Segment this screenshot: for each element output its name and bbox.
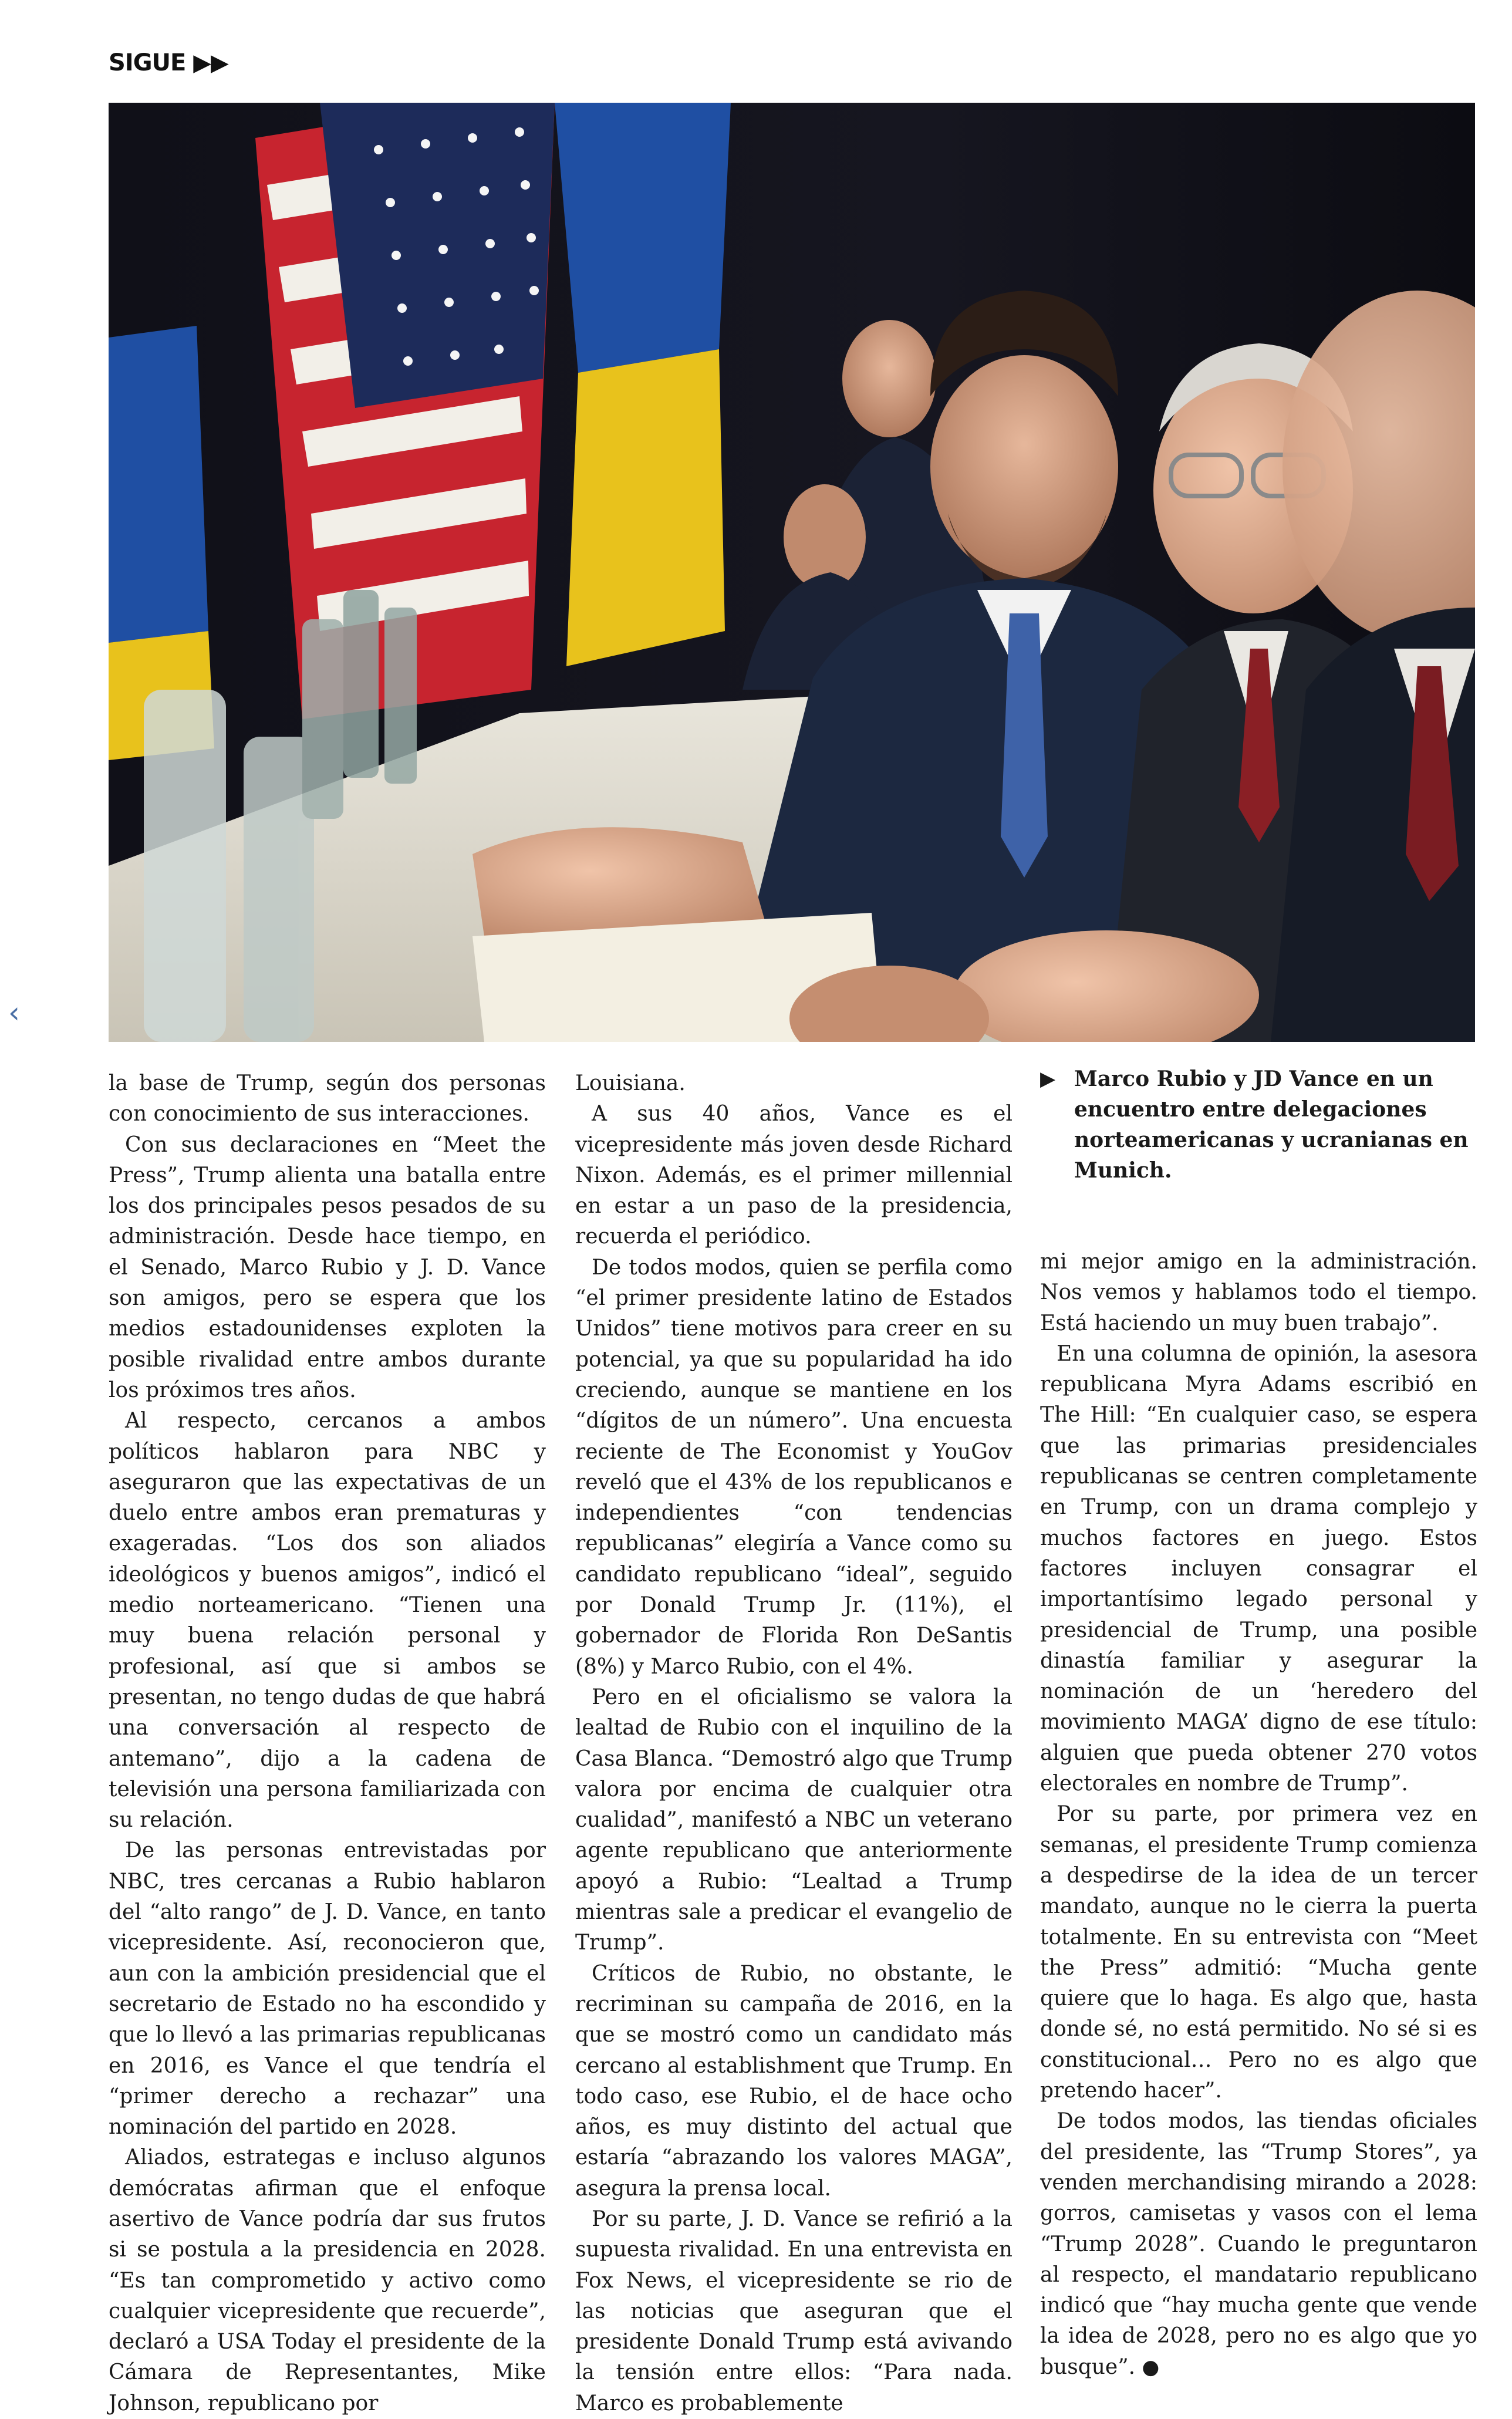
news-photo [109, 103, 1475, 1042]
photo-illustration [109, 103, 1475, 1042]
section-label: SIGUE ▶▶ [109, 49, 228, 76]
article-column-1 [109, 1068, 546, 2415]
paragraph: Pero en el oficialismo se valora la lealtad de Rubio con el inquilino de la Casa Blanca. “Demostró algo que Trump valora por encima de cualquier otra cualidad”, manifestó a NBC un veterano agente republicano que anteriormente apoyó a Rubio: “Lealtad a Trump mientras sale a predicar el evangelio de Trump”. [575, 1685, 1013, 1955]
paragraph: En una columna de opinión, la asesora republicana Myra Adams escribió en The Hill: “En cualquier caso, se espera que las primarias presidenciales republicanas se centren completamente en Trump, con un drama complejo y muchos factores en juego. Estos factores incluyen consagrar el importantísimo legado personal y presidencial de Trump, una posible dinastía familiar y asegurar la nominación de un ‘heredero del movimiento MAGA’ digno de ese título: alguien que pueda obtener 270 votos electorales en nombre de Trump”. [1040, 1341, 1477, 1796]
photo-caption: Marco Rubio y JD Vance en un encuentro entre delegaciones norteamericanas y ucranianas en Munich. [1074, 1067, 1469, 1183]
chevron-left-icon[interactable]: ‹ [8, 996, 20, 1030]
end-mark-icon: ● [1142, 2355, 1160, 2379]
paragraph: Al respecto, cercanos a ambos políticos hablaron para NBC y aseguraron que las expectativas de un duelo entre ambos eran prematuras y exageradas. “Los dos son aliados ideológicos y buenos amigos”, indicó el medio norteamericano. “Tienen una muy buena relación personal y profesional, así que si ambos se presentan, no tengo dudas de que habrá una conversación al respecto de antemano”, dijo a la cadena de televisión una persona familiarizada con su relación. [109, 1409, 546, 1833]
article-column-2 [575, 1068, 1013, 2415]
paragraph [1040, 2106, 1477, 2383]
paragraph: la base de Trump, según dos personas con conocimiento de sus interacciones. [109, 1071, 546, 1126]
paragraph: A sus 40 años, Vance es el vicepresidente más joven desde Richard Nixon. Además, es el primer millennial en estar a un paso de la presidencia, recuerda el periódico. [575, 1102, 1013, 1249]
paragraph: De todos modos, quien se perfila como “el primer presidente latino de Estados Unidos” tiene motivos para creer en su potencial, ya que su popularidad ha ido creciendo, aunque se mantiene en los “dígitos de un número”. Una encuesta reciente de The Economist y YouGov reveló que el 43% de los republicanos e independientes “con tendencias republicanas” elegiría a Vance como su candidato republicano “ideal”, seguido por Donald Trump Jr. (11%), el gobernador de Florida Ron DeSantis (8%) y Marco Rubio, con el 4%. [575, 1255, 1013, 1679]
paragraph-text: De todos modos, las tiendas oficiales del presidente, las “Trump Stores”, ya venden merchandising mirando a 2028: gorros, camisetas y vasos con el lema “Trump 2028”. Cuando le preguntaron al respecto, el mandatario republicano indicó que “hay mucha gente que vende la idea de 2028, pero no es algo que yo busque”. [1040, 2109, 1477, 2379]
paragraph: Por su parte, por primera vez en semanas, el presidente Trump comienza a despedirse de la idea de un tercer mandato, aunque no le cierra la puerta totalmente. En su entrevista con “Meet the Press” admitió: “Mucha gente quiere que lo haga. Es algo que, hasta donde sé, no está permitido. No sé si es constitucional… Pero no es algo que pretendo hacer”. [1040, 1802, 1477, 2103]
article-column-3 [1040, 1247, 1477, 2379]
paragraph: Por su parte, J. D. Vance se refirió a la supuesta rivalidad. En una entrevista en Fox News, el vicepresidente se rio de las noticias que aseguran que el presidente Donald Trump está avivando la tensión entre ellos: “Para nada. Marco es probablemente [575, 2207, 1013, 2415]
paragraph: De las personas entrevistadas por NBC, tres cercanas a Rubio hablaron del “alto rango” de J. D. Vance, en tanto vicepresidente. Así, reconocieron que, aun con la ambición presidencial que el secretario de Estado no ha escondido y que lo llevó a las primarias republicanas en 2016, es Vance el que tendría el “primer derecho a rechazar” una nominación del partido en 2028. [109, 1838, 546, 2140]
paragraph: Con sus declaraciones en “Meet the Press”, Trump alienta una batalla entre los dos principales pesos pesados de su administración. Desde hace tiempo, en el Senado, Marco Rubio y J. D. Vance son amigos, pero se espera que los medios estadounidenses exploten la posible rivalidad entre ambos durante los próximos tres años. [109, 1132, 546, 1402]
paragraph: Louisiana. [575, 1071, 686, 1095]
paragraph: Aliados, estrategas e incluso algunos demócratas afirman que el enfoque asertivo de Vance podría dar sus frutos si se postula a la presidencia en 2028. “Es tan comprometido y activo como cualquier vicepresidente que recuerde”, declaró a USA Today el presidente de la Cámara de Representantes, Mike Johnson, republicano por [109, 2145, 546, 2415]
paragraph: mi mejor amigo en la administración. Nos vemos y hablamos todo el tiempo. Está haciendo un muy buen trabajo”. [1040, 1250, 1477, 1335]
paragraph: Críticos de Rubio, no obstante, le recriminan su campaña de 2016, en la que se mostró como un candidato más cercano al establishment que Trump. En todo caso, ese Rubio, el de hace ocho años, es muy distinto del actual que estaría “abrazando los valores MAGA”, asegura la prensa local. [575, 1961, 1013, 2201]
caption-arrow-icon: ▶ [1040, 1067, 1056, 1091]
